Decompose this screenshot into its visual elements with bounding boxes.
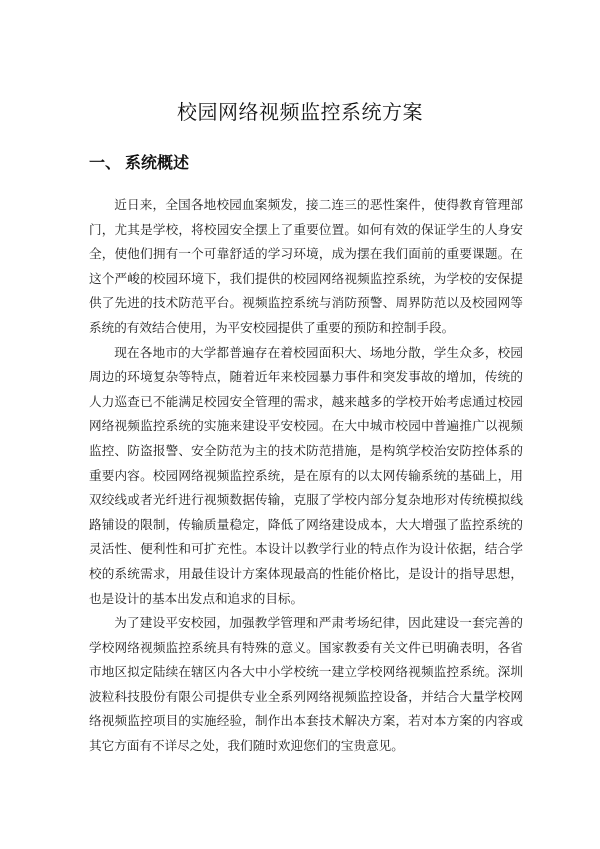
section-number: 一、	[89, 153, 122, 172]
paragraph-3: 为了建设平安校园，加强教学管理和严肃考场纪律，因此建设一套完善的学校网络视频监控系统具有特殊的意义。国家教委有关文件已明确表明，各省市地区拟定陆续在辖区内各大中小学校统一建立学校网络视频监控系统。深圳波粒科技股份有限公司提供专业全系列网络视频监控设备，并结合大量学校网络视频监控项目的实施经验，制作出本套技术解决方案，若对本方案的内容或其它方面有不详尽之处，我们随时欢迎您们的宝贵意见。	[89, 615, 523, 754]
paragraph-1: 近日来，全国各地校园血案频发，接二连三的恶性案件，使得教育管理部门，尤其是学校，将校园安全摆上了重要位置。如何有效的保证学生的人身安全，使他们拥有一个可靠舒适的学习环境，成为摆在我们面前的重要课题。在这个严峻的校园环境下，我们提供的校园网络视频监控系统，为学校的安保提供了先进的技术防范平台。视频监控系统与消防预警、周界防范以及校园网等系统的有效结合使用，为平安校园提供了重要的预防和控制手段。	[89, 197, 523, 335]
section-heading	[89, 150, 189, 173]
paragraph-2: 现在各地市的大学都普遍存在着校园面积大、场地分散，学生众多，校园周边的环境复杂等特点，随着近年来校园暴力事件和突发事故的增加，传统的人力巡查已不能满足校园安全管理的需求，越来越多的学校开始考虑通过校园网络视频监控系统的实施来建设平安校园。在大中城市校园中普遍推广以视频监控、防盗报警、安全防范为主的技术防范措施，是构筑学校治安防控体系的重要内容。校园网络视频监控系统，是在原有的以太网传输系统的基础上，用双绞线或者光纤进行视频数据传输，克服了学校内部分复杂地形对传统模拟线路铺设的限制，传输质量稳定，降低了网络建设成本，大大增强了监控系统的灵活性、便利性和可扩充性。本设计以教学行业的特点作为设计依据，结合学校的系统需求，用最佳设计方案体现最高的性能价格比，是设计的指导思想，也是设计的基本出发点和追求的目标。	[89, 344, 523, 606]
section-body	[89, 193, 523, 759]
document-title: 校园网络视频监控系统方案	[177, 100, 423, 124]
section-heading-text: 系统概述	[125, 153, 190, 172]
